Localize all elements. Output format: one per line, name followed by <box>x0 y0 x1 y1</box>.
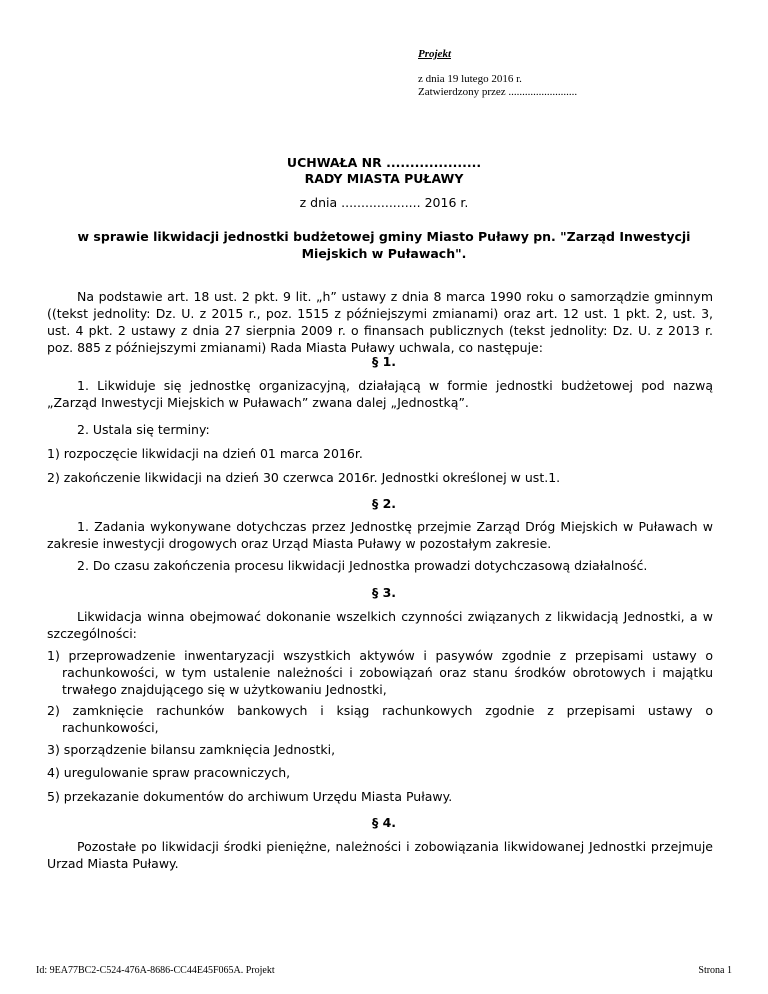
section-1-para-2: 2. Ustala się terminy: <box>77 422 210 437</box>
section-2-heading: § 2. <box>371 496 397 511</box>
section-1-para-1: 1. Likwiduje się jednostkę organizacyjną, działającą w formie jednostki budżetowej pod nazwą „Zarząd Inwestycji Miejskich w Puławach” zwana dalej „Jednostką”. <box>47 378 713 410</box>
section-3-heading: § 3. <box>371 585 397 600</box>
resolution-date: z dnia .................... 2016 r. <box>299 195 469 210</box>
section-1-heading: § 1. <box>371 354 397 369</box>
section-3-item-1: 1) przeprowadzenie inwentaryzacji wszystkich aktywów i pasywów zgodnie z przepisami ustawy o rachunkowości, w tym ustalenie należności i zobowiązań oraz stanu środków obrotowych i majątku trwałego znajdującego się w użytkowaniu Jednostki, <box>47 648 713 697</box>
section-3-item-5: 5) przekazanie dokumentów do archiwum Urzędu Miasta Puławy. <box>47 789 453 804</box>
title-line2: RADY MIASTA PUŁAWY <box>304 171 464 186</box>
header-block <box>418 48 577 99</box>
header-date: z dnia 19 lutego 2016 r. <box>418 73 522 85</box>
section-2-para-1: 1. Zadania wykonywane dotychczas przez Jednostkę przejmie Zarząd Dróg Miejskich w Puławach w zakresie inwestycji drogowych oraz Urząd Miasta Puławy w pozostałym zakresie. <box>47 519 713 551</box>
page-number: Strona 1 <box>698 965 732 976</box>
section-2-para-2: 2. Do czasu zakończenia procesu likwidacji Jednostka prowadzi dotychczasową działalność. <box>77 558 648 573</box>
projekt-label: Projekt <box>418 48 451 60</box>
document-id: Id: 9EA77BC2-C524-476A-8686-CC44E45F065A. Projekt <box>36 965 275 976</box>
section-3-item-4: 4) uregulowanie spraw pracowniczych, <box>47 765 291 780</box>
section-3-item-3: 3) sporządzenie bilansu zamknięcia Jednostki, <box>47 742 336 757</box>
header-approved: Zatwierdzony przez ......................... <box>418 86 578 98</box>
resolution-title <box>0 155 768 187</box>
preamble: Na podstawie art. 18 ust. 2 pkt. 9 lit. „h” ustawy z dnia 8 marca 1990 roku o samorządzie gminnym ((tekst jednolity: Dz. U. z 2015 r., poz. 1515 z późniejszymi zmianami) oraz art. 12 ust. 1 pkt. 2, ust. 3, ust. 4 pkt. 2 ustawy z dnia 27 sierpnia 2009 r. o finansach publicznych (tekst jednolity: Dz. U. z 2013 r. poz. 885 z późniejszymi zmianami) Rada Miasta Puławy uchwala, co następuje: <box>47 289 713 355</box>
section-3-item-2: 2) zamknięcie rachunków bankowych i ksiąg rachunkowych zgodnie z przepisami ustawy o rachunkowości, <box>47 703 713 735</box>
section-1-item-1: 1) rozpoczęcie likwidacji na dzień 01 marca 2016r. <box>47 446 363 461</box>
section-4-para-1: Pozostałe po likwidacji środki pieniężne, należności i zobowiązania likwidowanej Jednostki przejmuje Urzad Miasta Puławy. <box>47 839 713 871</box>
section-3-intro: Likwidacja winna obejmować dokonanie wszelkich czynności związanych z likwidacją Jednostki, a w szczególności: <box>47 609 713 641</box>
section-1-item-2: 2) zakończenie likwidacji na dzień 30 czerwca 2016r. Jednostki określonej w ust.1. <box>47 470 561 485</box>
section-4-heading: § 4. <box>371 815 397 830</box>
resolution-subject: w sprawie likwidacji jednostki budżetowej gminy Miasto Puławy pn. "Zarząd Inwestycji Miejskich w Puławach". <box>77 229 691 261</box>
title-line1: UCHWAŁA NR .................... <box>286 155 482 170</box>
